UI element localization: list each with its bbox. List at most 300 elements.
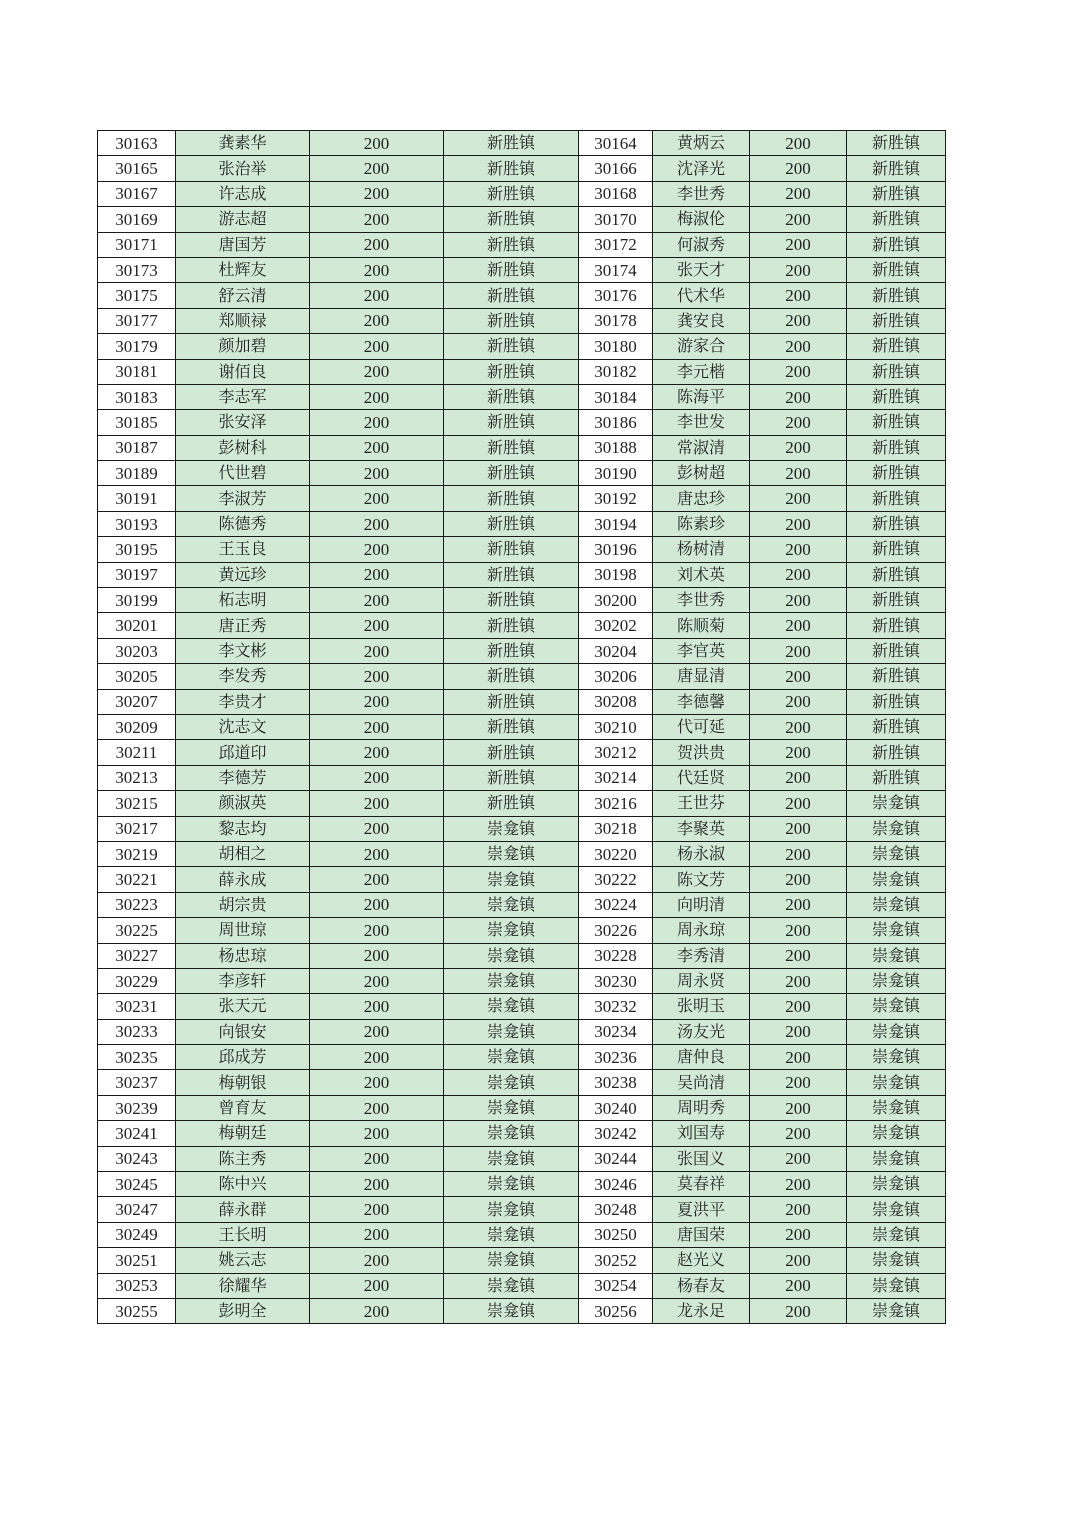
record-id-left-cell: 30235: [98, 1045, 176, 1070]
amount-right-cell: 200: [750, 537, 847, 562]
record-id-right-cell: 30252: [579, 1248, 653, 1273]
amount-right-cell: 200: [750, 257, 847, 282]
record-id-left-cell: 30165: [98, 156, 176, 181]
amount-right-cell: 200: [750, 562, 847, 587]
record-id-left-cell: 30241: [98, 1121, 176, 1146]
record-id-left-cell: 30175: [98, 283, 176, 308]
town-right-cell: 崇龛镇: [847, 841, 946, 866]
town-right-cell: 新胜镇: [847, 384, 946, 409]
record-id-left-cell: 30221: [98, 867, 176, 892]
amount-right-cell: 200: [750, 131, 847, 156]
amount-left-cell: 200: [310, 638, 444, 663]
record-id-left-cell: 30185: [98, 410, 176, 435]
town-left-cell: 新胜镇: [444, 765, 579, 790]
table-body: [98, 131, 946, 1324]
person-name-right-cell: 唐忠珍: [653, 486, 750, 511]
record-id-left-cell: 30237: [98, 1070, 176, 1095]
town-right-cell: 新胜镇: [847, 410, 946, 435]
table-row: [98, 1197, 946, 1222]
town-left-cell: 新胜镇: [444, 638, 579, 663]
person-name-right-cell: 周永琼: [653, 918, 750, 943]
table-row: [98, 664, 946, 689]
record-id-left-cell: 30217: [98, 816, 176, 841]
person-name-right-cell: 李世发: [653, 410, 750, 435]
amount-right-cell: 200: [750, 664, 847, 689]
amount-right-cell: 200: [750, 1121, 847, 1146]
amount-left-cell: 200: [310, 943, 444, 968]
record-id-left-cell: 30193: [98, 511, 176, 536]
town-right-cell: 崇龛镇: [847, 791, 946, 816]
table-row: [98, 308, 946, 333]
record-id-right-cell: 30254: [579, 1273, 653, 1298]
table-row: [98, 943, 946, 968]
person-name-left-cell: 颜加碧: [176, 334, 310, 359]
amount-left-cell: 200: [310, 562, 444, 587]
person-name-right-cell: 赵光义: [653, 1248, 750, 1273]
amount-left-cell: 200: [310, 257, 444, 282]
table-row: [98, 537, 946, 562]
town-left-cell: 崇龛镇: [444, 994, 579, 1019]
record-id-right-cell: 30242: [579, 1121, 653, 1146]
record-id-left-cell: 30245: [98, 1172, 176, 1197]
town-left-cell: 崇龛镇: [444, 1121, 579, 1146]
town-right-cell: 新胜镇: [847, 461, 946, 486]
record-id-left-cell: 30171: [98, 232, 176, 257]
record-id-left-cell: 30255: [98, 1298, 176, 1323]
table-row: [98, 1298, 946, 1323]
amount-left-cell: 200: [310, 918, 444, 943]
town-left-cell: 崇龛镇: [444, 1146, 579, 1171]
town-right-cell: 崇龛镇: [847, 918, 946, 943]
record-id-right-cell: 30228: [579, 943, 653, 968]
amount-right-cell: 200: [750, 359, 847, 384]
person-name-left-cell: 沈志文: [176, 714, 310, 739]
town-right-cell: 崇龛镇: [847, 1273, 946, 1298]
person-name-right-cell: 沈泽光: [653, 156, 750, 181]
amount-right-cell: 200: [750, 588, 847, 613]
record-id-right-cell: 30218: [579, 816, 653, 841]
record-id-left-cell: 30253: [98, 1273, 176, 1298]
table-row: [98, 1146, 946, 1171]
person-name-right-cell: 张国义: [653, 1146, 750, 1171]
person-name-right-cell: 代廷贤: [653, 765, 750, 790]
record-id-right-cell: 30232: [579, 994, 653, 1019]
person-name-left-cell: 梅朝银: [176, 1070, 310, 1095]
record-id-left-cell: 30225: [98, 918, 176, 943]
person-name-right-cell: 贺洪贵: [653, 740, 750, 765]
amount-left-cell: 200: [310, 1121, 444, 1146]
town-right-cell: 崇龛镇: [847, 1248, 946, 1273]
record-id-right-cell: 30174: [579, 257, 653, 282]
person-name-right-cell: 李元楷: [653, 359, 750, 384]
town-right-cell: 新胜镇: [847, 131, 946, 156]
town-left-cell: 新胜镇: [444, 664, 579, 689]
amount-right-cell: 200: [750, 181, 847, 206]
record-id-left-cell: 30229: [98, 968, 176, 993]
person-name-left-cell: 李贵才: [176, 689, 310, 714]
amount-right-cell: 200: [750, 511, 847, 536]
table-row: [98, 156, 946, 181]
amount-right-cell: 200: [750, 1019, 847, 1044]
record-id-left-cell: 30239: [98, 1095, 176, 1120]
amount-right-cell: 200: [750, 1298, 847, 1323]
table-row: [98, 689, 946, 714]
person-name-right-cell: 李德馨: [653, 689, 750, 714]
amount-right-cell: 200: [750, 765, 847, 790]
town-right-cell: 崇龛镇: [847, 943, 946, 968]
person-name-right-cell: 唐显清: [653, 664, 750, 689]
town-right-cell: 崇龛镇: [847, 1070, 946, 1095]
person-name-left-cell: 徐耀华: [176, 1273, 310, 1298]
record-id-right-cell: 30250: [579, 1222, 653, 1247]
amount-right-cell: 200: [750, 1045, 847, 1070]
record-id-right-cell: 30208: [579, 689, 653, 714]
amount-right-cell: 200: [750, 1197, 847, 1222]
record-id-left-cell: 30167: [98, 181, 176, 206]
record-id-left-cell: 30181: [98, 359, 176, 384]
table-row: [98, 359, 946, 384]
amount-right-cell: 200: [750, 867, 847, 892]
amount-right-cell: 200: [750, 841, 847, 866]
record-id-left-cell: 30163: [98, 131, 176, 156]
town-left-cell: 崇龛镇: [444, 1197, 579, 1222]
record-id-right-cell: 30194: [579, 511, 653, 536]
person-name-right-cell: 张明玉: [653, 994, 750, 1019]
person-name-left-cell: 许志成: [176, 181, 310, 206]
record-id-right-cell: 30244: [579, 1146, 653, 1171]
town-right-cell: 崇龛镇: [847, 892, 946, 917]
amount-right-cell: 200: [750, 1070, 847, 1095]
record-id-right-cell: 30168: [579, 181, 653, 206]
person-name-left-cell: 向银安: [176, 1019, 310, 1044]
amount-right-cell: 200: [750, 892, 847, 917]
town-right-cell: 崇龛镇: [847, 867, 946, 892]
amount-left-cell: 200: [310, 511, 444, 536]
person-name-left-cell: 杜辉友: [176, 257, 310, 282]
town-left-cell: 崇龛镇: [444, 1222, 579, 1247]
record-id-right-cell: 30226: [579, 918, 653, 943]
town-left-cell: 崇龛镇: [444, 816, 579, 841]
amount-right-cell: 200: [750, 613, 847, 638]
record-id-left-cell: 30209: [98, 714, 176, 739]
record-id-right-cell: 30200: [579, 588, 653, 613]
amount-left-cell: 200: [310, 689, 444, 714]
amount-left-cell: 200: [310, 968, 444, 993]
amount-left-cell: 200: [310, 486, 444, 511]
person-name-right-cell: 王世芬: [653, 791, 750, 816]
person-name-left-cell: 彭明全: [176, 1298, 310, 1323]
person-name-right-cell: 李官英: [653, 638, 750, 663]
amount-left-cell: 200: [310, 588, 444, 613]
amount-left-cell: 200: [310, 283, 444, 308]
person-name-left-cell: 颜淑英: [176, 791, 310, 816]
table-row: [98, 740, 946, 765]
town-left-cell: 崇龛镇: [444, 1172, 579, 1197]
person-name-left-cell: 陈德秀: [176, 511, 310, 536]
person-name-right-cell: 唐国荣: [653, 1222, 750, 1247]
town-right-cell: 新胜镇: [847, 181, 946, 206]
record-id-right-cell: 30190: [579, 461, 653, 486]
table-row: [98, 892, 946, 917]
record-id-left-cell: 30201: [98, 613, 176, 638]
town-left-cell: 新胜镇: [444, 156, 579, 181]
person-name-right-cell: 梅淑伦: [653, 207, 750, 232]
amount-right-cell: 200: [750, 334, 847, 359]
table-row: [98, 1045, 946, 1070]
table-row: [98, 232, 946, 257]
amount-right-cell: 200: [750, 689, 847, 714]
person-name-right-cell: 莫春祥: [653, 1172, 750, 1197]
table-row: [98, 1248, 946, 1273]
person-name-left-cell: 代世碧: [176, 461, 310, 486]
person-name-left-cell: 舒云清: [176, 283, 310, 308]
person-name-right-cell: 陈文芳: [653, 867, 750, 892]
amount-right-cell: 200: [750, 791, 847, 816]
amount-left-cell: 200: [310, 1146, 444, 1171]
town-right-cell: 崇龛镇: [847, 1197, 946, 1222]
town-right-cell: 新胜镇: [847, 613, 946, 638]
person-name-left-cell: 陈中兴: [176, 1172, 310, 1197]
amount-right-cell: 200: [750, 1172, 847, 1197]
person-name-left-cell: 龚素华: [176, 131, 310, 156]
record-id-left-cell: 30219: [98, 841, 176, 866]
record-id-left-cell: 30207: [98, 689, 176, 714]
amount-left-cell: 200: [310, 156, 444, 181]
record-id-left-cell: 30211: [98, 740, 176, 765]
town-right-cell: 新胜镇: [847, 511, 946, 536]
town-left-cell: 新胜镇: [444, 131, 579, 156]
record-id-right-cell: 30234: [579, 1019, 653, 1044]
person-name-right-cell: 游家合: [653, 334, 750, 359]
amount-left-cell: 200: [310, 1045, 444, 1070]
amount-left-cell: 200: [310, 308, 444, 333]
record-id-right-cell: 30164: [579, 131, 653, 156]
record-id-right-cell: 30256: [579, 1298, 653, 1323]
record-id-right-cell: 30240: [579, 1095, 653, 1120]
amount-right-cell: 200: [750, 994, 847, 1019]
town-left-cell: 崇龛镇: [444, 867, 579, 892]
amount-right-cell: 200: [750, 156, 847, 181]
town-right-cell: 新胜镇: [847, 359, 946, 384]
town-left-cell: 崇龛镇: [444, 1273, 579, 1298]
record-id-right-cell: 30204: [579, 638, 653, 663]
town-left-cell: 新胜镇: [444, 435, 579, 460]
town-left-cell: 新胜镇: [444, 689, 579, 714]
table-row: [98, 765, 946, 790]
town-right-cell: 新胜镇: [847, 207, 946, 232]
record-id-right-cell: 30184: [579, 384, 653, 409]
town-right-cell: 崇龛镇: [847, 968, 946, 993]
person-name-left-cell: 陈主秀: [176, 1146, 310, 1171]
town-left-cell: 崇龛镇: [444, 1095, 579, 1120]
table-row: [98, 791, 946, 816]
record-id-right-cell: 30214: [579, 765, 653, 790]
table-row: [98, 181, 946, 206]
town-left-cell: 崇龛镇: [444, 892, 579, 917]
table-row: [98, 1273, 946, 1298]
amount-left-cell: 200: [310, 537, 444, 562]
town-left-cell: 新胜镇: [444, 257, 579, 282]
town-right-cell: 崇龛镇: [847, 1172, 946, 1197]
table-row: [98, 207, 946, 232]
person-name-left-cell: 李志军: [176, 384, 310, 409]
amount-left-cell: 200: [310, 461, 444, 486]
table-row: [98, 435, 946, 460]
town-left-cell: 新胜镇: [444, 486, 579, 511]
record-id-right-cell: 30220: [579, 841, 653, 866]
person-name-right-cell: 陈海平: [653, 384, 750, 409]
town-left-cell: 新胜镇: [444, 207, 579, 232]
amount-left-cell: 200: [310, 1172, 444, 1197]
record-id-left-cell: 30249: [98, 1222, 176, 1247]
record-id-right-cell: 30180: [579, 334, 653, 359]
table-row: [98, 613, 946, 638]
town-right-cell: 新胜镇: [847, 664, 946, 689]
amount-right-cell: 200: [750, 1095, 847, 1120]
amount-left-cell: 200: [310, 765, 444, 790]
record-id-right-cell: 30238: [579, 1070, 653, 1095]
person-name-right-cell: 陈素珍: [653, 511, 750, 536]
record-id-right-cell: 30202: [579, 613, 653, 638]
town-right-cell: 新胜镇: [847, 562, 946, 587]
amount-right-cell: 200: [750, 1273, 847, 1298]
table-row: [98, 1172, 946, 1197]
amount-left-cell: 200: [310, 1197, 444, 1222]
person-name-right-cell: 吴尚清: [653, 1070, 750, 1095]
amount-left-cell: 200: [310, 131, 444, 156]
amount-left-cell: 200: [310, 1273, 444, 1298]
person-name-left-cell: 薛永群: [176, 1197, 310, 1222]
table-row: [98, 1019, 946, 1044]
town-right-cell: 新胜镇: [847, 638, 946, 663]
table-row: [98, 461, 946, 486]
town-right-cell: 新胜镇: [847, 435, 946, 460]
town-left-cell: 新胜镇: [444, 334, 579, 359]
town-left-cell: 崇龛镇: [444, 841, 579, 866]
town-left-cell: 崇龛镇: [444, 1298, 579, 1323]
person-name-right-cell: 汤友光: [653, 1019, 750, 1044]
town-right-cell: 崇龛镇: [847, 1146, 946, 1171]
person-name-right-cell: 刘国寿: [653, 1121, 750, 1146]
person-name-left-cell: 唐正秀: [176, 613, 310, 638]
record-id-left-cell: 30199: [98, 588, 176, 613]
amount-right-cell: 200: [750, 943, 847, 968]
town-right-cell: 新胜镇: [847, 308, 946, 333]
town-left-cell: 崇龛镇: [444, 1045, 579, 1070]
town-right-cell: 崇龛镇: [847, 1298, 946, 1323]
person-name-right-cell: 唐仲良: [653, 1045, 750, 1070]
town-right-cell: 新胜镇: [847, 334, 946, 359]
table-row: [98, 841, 946, 866]
record-id-right-cell: 30176: [579, 283, 653, 308]
record-id-right-cell: 30212: [579, 740, 653, 765]
person-name-left-cell: 李发秀: [176, 664, 310, 689]
record-id-left-cell: 30223: [98, 892, 176, 917]
table-row: [98, 1121, 946, 1146]
record-id-left-cell: 30169: [98, 207, 176, 232]
person-name-left-cell: 邱道印: [176, 740, 310, 765]
town-right-cell: 新胜镇: [847, 232, 946, 257]
person-name-right-cell: 周明秀: [653, 1095, 750, 1120]
table-row: [98, 714, 946, 739]
amount-left-cell: 200: [310, 181, 444, 206]
town-left-cell: 崇龛镇: [444, 918, 579, 943]
person-name-right-cell: 夏洪平: [653, 1197, 750, 1222]
town-right-cell: 崇龛镇: [847, 816, 946, 841]
town-left-cell: 新胜镇: [444, 308, 579, 333]
amount-right-cell: 200: [750, 816, 847, 841]
person-name-left-cell: 谢佰良: [176, 359, 310, 384]
person-name-right-cell: 龙永足: [653, 1298, 750, 1323]
town-left-cell: 新胜镇: [444, 511, 579, 536]
person-name-left-cell: 周世琼: [176, 918, 310, 943]
table-row: [98, 918, 946, 943]
person-name-left-cell: 郑顺禄: [176, 308, 310, 333]
town-right-cell: 崇龛镇: [847, 994, 946, 1019]
amount-left-cell: 200: [310, 613, 444, 638]
record-id-right-cell: 30172: [579, 232, 653, 257]
amount-left-cell: 200: [310, 892, 444, 917]
amount-left-cell: 200: [310, 384, 444, 409]
person-name-right-cell: 彭树超: [653, 461, 750, 486]
amount-right-cell: 200: [750, 384, 847, 409]
amount-right-cell: 200: [750, 486, 847, 511]
amount-left-cell: 200: [310, 207, 444, 232]
person-name-left-cell: 薛永成: [176, 867, 310, 892]
town-right-cell: 新胜镇: [847, 765, 946, 790]
person-name-left-cell: 曾育友: [176, 1095, 310, 1120]
table-row: [98, 968, 946, 993]
amount-left-cell: 200: [310, 867, 444, 892]
amount-left-cell: 200: [310, 232, 444, 257]
amount-left-cell: 200: [310, 816, 444, 841]
amount-left-cell: 200: [310, 1248, 444, 1273]
person-name-left-cell: 张安泽: [176, 410, 310, 435]
town-right-cell: 崇龛镇: [847, 1095, 946, 1120]
town-right-cell: 新胜镇: [847, 257, 946, 282]
town-left-cell: 新胜镇: [444, 714, 579, 739]
table-row: [98, 511, 946, 536]
town-left-cell: 崇龛镇: [444, 1248, 579, 1273]
amount-left-cell: 200: [310, 841, 444, 866]
table-row: [98, 283, 946, 308]
town-right-cell: 新胜镇: [847, 156, 946, 181]
amount-right-cell: 200: [750, 1146, 847, 1171]
amount-right-cell: 200: [750, 410, 847, 435]
table-row: [98, 994, 946, 1019]
town-left-cell: 新胜镇: [444, 410, 579, 435]
record-id-left-cell: 30195: [98, 537, 176, 562]
amount-left-cell: 200: [310, 994, 444, 1019]
town-right-cell: 新胜镇: [847, 283, 946, 308]
amount-right-cell: 200: [750, 232, 847, 257]
table-row: [98, 1095, 946, 1120]
record-id-right-cell: 30222: [579, 867, 653, 892]
person-name-right-cell: 刘术英: [653, 562, 750, 587]
person-name-left-cell: 姚云志: [176, 1248, 310, 1273]
amount-right-cell: 200: [750, 918, 847, 943]
town-right-cell: 崇龛镇: [847, 1121, 946, 1146]
town-left-cell: 新胜镇: [444, 613, 579, 638]
town-left-cell: 新胜镇: [444, 461, 579, 486]
amount-right-cell: 200: [750, 1248, 847, 1273]
person-name-left-cell: 李文彬: [176, 638, 310, 663]
record-id-right-cell: 30182: [579, 359, 653, 384]
amount-left-cell: 200: [310, 1222, 444, 1247]
record-id-left-cell: 30189: [98, 461, 176, 486]
record-id-left-cell: 30243: [98, 1146, 176, 1171]
amount-right-cell: 200: [750, 638, 847, 663]
